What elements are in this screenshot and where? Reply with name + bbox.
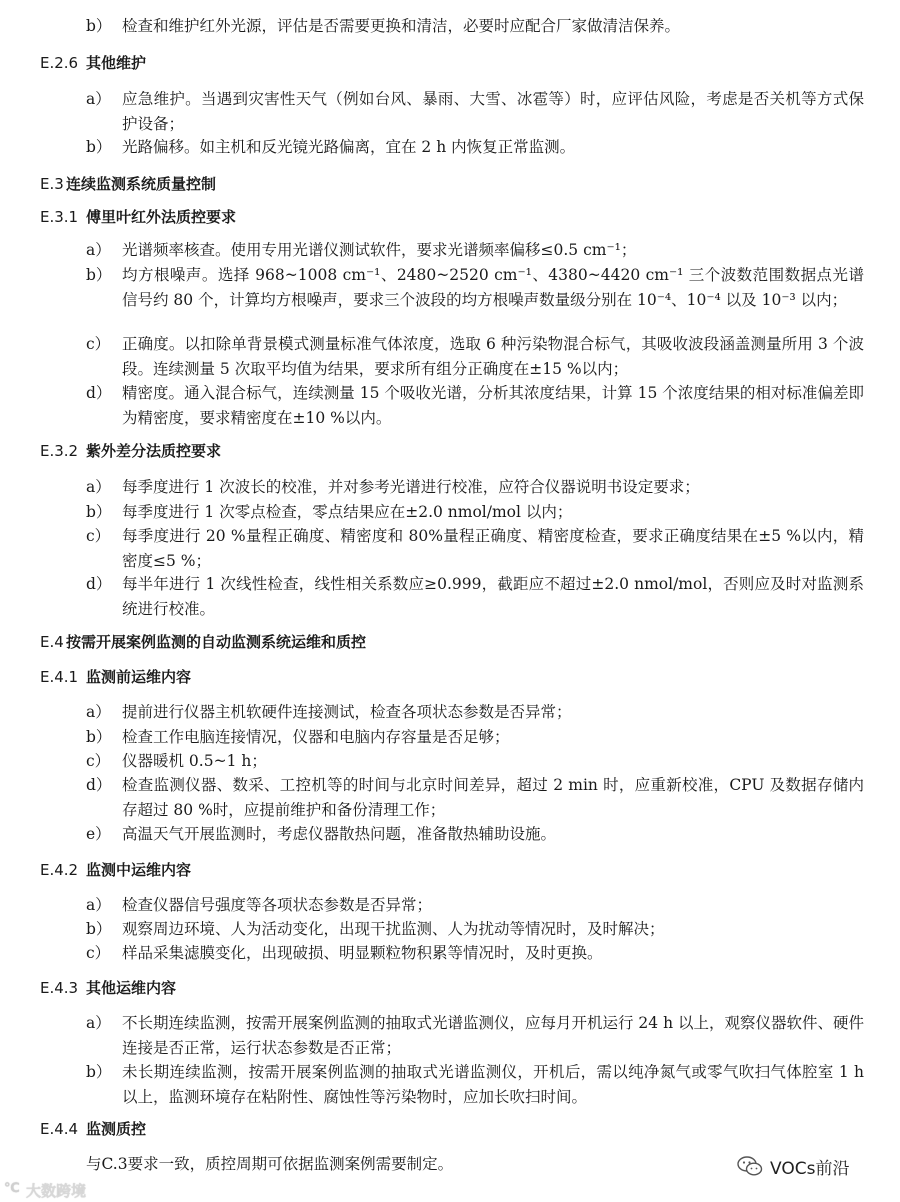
item-text: 仪器暖机 0.5~1 h；: [122, 752, 267, 770]
list-item: [86, 1060, 864, 1110]
item-text: 检查仪器信号强度等各项状态参数是否异常；: [122, 896, 433, 914]
item-text: 样品采集滤膜变化，出现破损、明显颗粒物积累等情况时，及时更换。: [122, 944, 603, 962]
item-label: b）: [86, 728, 112, 746]
list-item: [86, 263, 864, 313]
list-item: [86, 381, 864, 431]
section-title: 按需开展案例监测的自动监测系统运维和质控: [66, 633, 367, 651]
item-text: 高温天气开展监测时，考虑仪器散热问题，准备散热辅助设施。: [122, 825, 557, 843]
item-text: 应急维护。当遇到灾害性天气（例如台风、暴雨、大雪、冰雹等）时，应评估风险，考虑是否关机等方式保护设备；: [122, 90, 864, 133]
item-text: 检查监测仪器、数采、工控机等的时间与北京时间差异，超过 2 min 时，应重新校准，CPU 及数据存储内存超过 80 %时，应提前维护和备份清理工作；: [122, 776, 864, 819]
item-label: e）: [86, 825, 111, 843]
list-item: [86, 524, 864, 574]
item-label: a）: [86, 90, 111, 108]
list-item: [86, 700, 864, 725]
section-number: E.4.2: [40, 861, 79, 879]
item-text: 每季度进行 20 %量程正确度、精密度和 80%量程正确度、精密度检查，要求正确度结果在±5 %以内，精密度≤5 %；: [122, 527, 864, 570]
section-heading: [40, 976, 176, 1001]
item-label: b）: [86, 17, 112, 35]
wechat-icon: [736, 1155, 764, 1177]
item-label: c）: [86, 752, 111, 770]
item-text: 光路偏移。如主机和反光镜光路偏离，宜在 2 h 内恢复正常监测。: [122, 138, 576, 156]
section-number: E.3.2: [40, 442, 79, 460]
section-heading: [40, 630, 366, 655]
item-label: b）: [86, 266, 112, 284]
paragraph: 与C.3要求一致，质控周期可依据监测案例需要制定。: [86, 1155, 454, 1173]
item-text: 提前进行仪器主机软硬件连接测试，检查各项状态参数是否异常；: [122, 703, 572, 721]
item-label: a）: [86, 896, 111, 914]
item-label: a）: [86, 703, 111, 721]
list-item: [86, 572, 864, 622]
list-item: [86, 893, 864, 918]
section-heading: [40, 172, 216, 197]
list-item: [86, 475, 864, 500]
section-number: E.4: [40, 633, 64, 651]
section-title: 监测质控: [86, 1120, 147, 1138]
item-text: 每半年进行 1 次线性检查，线性相关系数应≥0.999，截距应不超过±2.0 nmol/mol，否则应及时对监测系统进行校准。: [122, 575, 864, 618]
item-text: 正确度。以扣除单背景模式测量标准气体浓度，选取 6 种污染物混合标气，其吸收波段涵盖测量所用 3 个波段。连续测量 5 次取平均值为结果，要求所有组分正确度在±15 %以内；: [122, 335, 864, 378]
item-text: 检查和维护红外光源，评估是否需要更换和清洁，必要时应配合厂家做清洁保养。: [122, 17, 681, 35]
item-label: d）: [86, 575, 112, 593]
list-item: [86, 917, 864, 942]
item-label: b）: [86, 920, 112, 938]
watermark-logo-icon: ℃: [4, 1181, 20, 1196]
list-item: [86, 238, 864, 263]
item-label: a）: [86, 241, 111, 259]
item-label: c）: [86, 944, 111, 962]
section-heading: [40, 665, 191, 690]
item-label: b）: [86, 503, 112, 521]
section-title: 连续监测系统质量控制: [66, 175, 217, 193]
section-number: E.4.3: [40, 979, 79, 997]
item-text: 不长期连续监测，按需开展案例监测的抽取式光谱监测仪，应每月开机运行 24 h 以上，观察仪器软件、硬件连接是否正常，运行状态参数是否正常；: [122, 1014, 864, 1057]
watermark-brand: VOCs前沿: [770, 1159, 850, 1179]
item-label: b）: [86, 138, 112, 156]
section-title: 紫外差分法质控要求: [86, 442, 222, 460]
section-number: E.4.4: [40, 1120, 79, 1138]
item-label: c）: [86, 335, 111, 353]
section-heading: [40, 439, 221, 464]
section-number: E.3: [40, 175, 64, 193]
item-text: 检查工作电脑连接情况，仪器和电脑内存容量是否足够；: [122, 728, 510, 746]
list-item: [86, 87, 864, 137]
item-text: 观察周边环境、人为活动变化，出现干扰监测、人为扰动等情况时，及时解决；: [122, 920, 665, 938]
item-text: 未长期连续监测，按需开展案例监测的抽取式光谱监测仪，开机后，需以纯净氮气或零气吹扫气体腔室 1 h 以上，监测环境存在粘附性、腐蚀性等污染物时，应加长吹扫时间。: [122, 1063, 864, 1106]
item-label: b）: [86, 1063, 112, 1081]
item-text: 光谱频率核查。使用专用光谱仪测试软件，要求光谱频率偏移≤0.5 cm⁻¹；: [122, 241, 637, 259]
section-title: 其他维护: [86, 54, 147, 72]
watermark-left: [0, 1178, 120, 1202]
list-item: [86, 773, 864, 823]
item-label: c）: [86, 527, 111, 545]
item-text: 精密度。通入混合标气，连续测量 15 个吸收光谱，分析其浓度结果，计算 15 个浓度结果的相对标准偏差即为精密度，要求精密度在±10 %以内。: [122, 384, 864, 427]
section-title: 监测前运维内容: [86, 668, 192, 686]
section-heading: [40, 51, 146, 76]
watermark-left-text: 大数跨境: [26, 1182, 87, 1200]
section-number: E.2.6: [40, 54, 79, 72]
section-number: E.4.1: [40, 668, 79, 686]
list-item: [86, 332, 864, 382]
list-item: [86, 500, 864, 525]
section-heading: [40, 205, 236, 230]
list-item: [86, 725, 864, 750]
item-label: a）: [86, 1014, 111, 1032]
list-item: [86, 822, 864, 847]
list-item: [86, 14, 864, 39]
item-label: d）: [86, 776, 112, 794]
section-heading: [40, 858, 191, 883]
section-title: 傅里叶红外法质控要求: [86, 208, 237, 226]
item-label: d）: [86, 384, 112, 402]
section-heading: [40, 1117, 146, 1142]
item-text: 每季度进行 1 次波长的校准，并对参考光谱进行校准，应符合仪器说明书设定要求；: [122, 478, 700, 496]
list-item: [86, 941, 864, 966]
item-text: 每季度进行 1 次零点检查，零点结果应在±2.0 nmol/mol 以内；: [122, 503, 573, 521]
list-item: [86, 135, 864, 160]
section-title: 其他运维内容: [86, 979, 177, 997]
item-label: a）: [86, 478, 111, 496]
item-text: 均方根噪声。选择 968~1008 cm⁻¹、2480~2520 cm⁻¹、4380~4420 cm⁻¹ 三个波数范围数据点光谱信号约 80 个，计算均方根噪声，要求三个波段的均方根噪声数量级分别在 10⁻⁴、10⁻⁴ 以及 10⁻³ 以内；: [122, 266, 864, 309]
list-item: [86, 1011, 864, 1061]
list-item: [86, 749, 864, 774]
section-title: 监测中运维内容: [86, 861, 192, 879]
section-number: E.3.1: [40, 208, 79, 226]
